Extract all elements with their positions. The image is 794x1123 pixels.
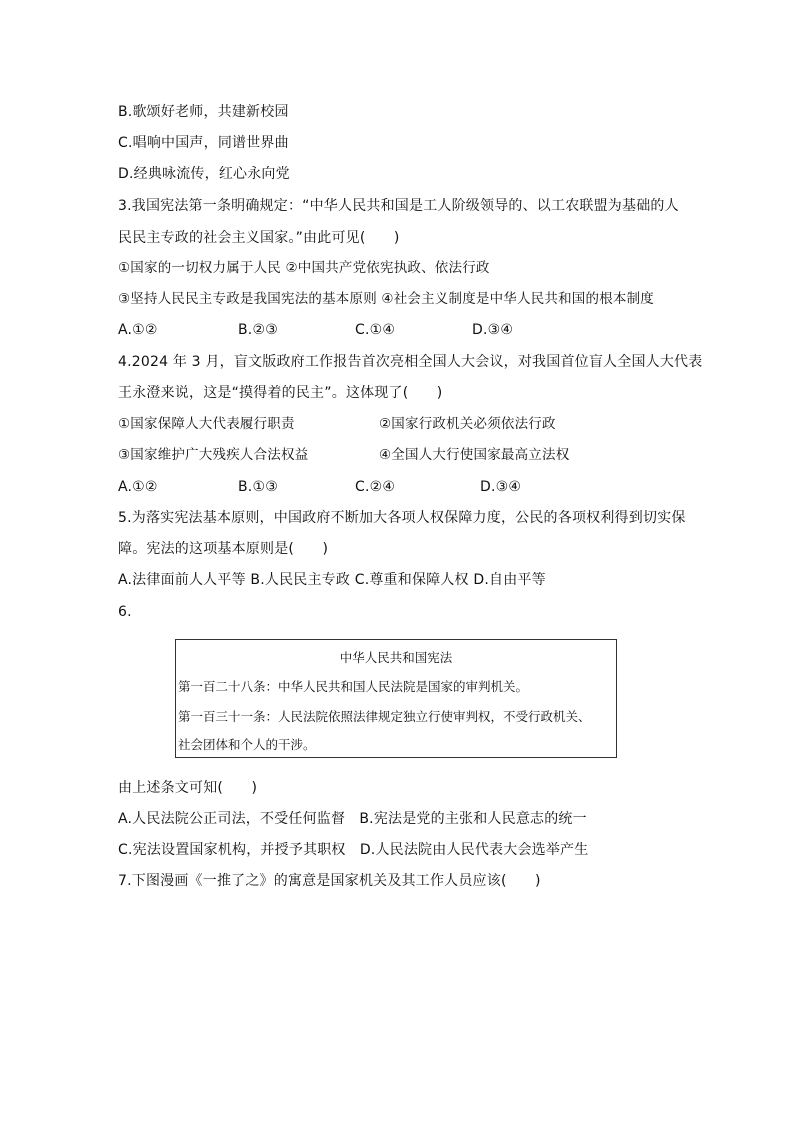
q4-statement-1: ①国家保障人大代表履行职责 [118,416,295,432]
q4-option-d: D.③④ [480,479,522,495]
q4-option-c: C.②④ [355,479,396,495]
q5-stem-line2: 障。宪法的这项基本原则是( ) [118,541,329,557]
q4-option-a: A.①② [118,479,158,495]
q3-option-c: C.①④ [355,322,396,338]
q3-statement-line1: ①国家的一切权力属于人民 ②中国共产党依宪执政、依法行政 [118,260,490,276]
q4-option-b: B.①③ [238,479,278,495]
q3-option-a: A.①② [118,322,158,338]
excerpt-article-131-line1: 第一百三十一条：人民法院依照法律规定独立行使审判权，不受行政机关、 [178,709,591,724]
q4-statements-row1 [118,414,678,434]
q4-statement-3: ③国家维护广大残疾人合法权益 [118,447,309,463]
q4-stem-line1: 4.2024 年 3 月，盲文版政府工作报告首次亮相全国人大会议，对我国首位盲人全国人大代表 [118,354,703,370]
q2-option-c: C.唱响中国声，同谱世界曲 [118,135,289,151]
excerpt-article-131-line2: 社会团体和个人的干涉。 [178,737,316,752]
q6-options-line2: C.宪法设置国家机构，并授予其职权 D.人民法院由人民代表大会选举产生 [118,842,589,858]
q3-stem-line2: 民民主专政的社会主义国家。”由此可见( ) [118,230,400,246]
q3-options [118,320,678,340]
q3-stem-line1: 3.我国宪法第一条明确规定：“中华人民共和国是工人阶级领导的、以工农联盟为基础的人 [118,198,679,214]
q4-stem-line2: 王永澄来说，这是“摸得着的民主”。这体现了( ) [118,385,443,401]
excerpt-article-128: 第一百二十八条：中华人民共和国人民法院是国家的审判机关。 [178,679,529,694]
q2-option-d: D.经典咏流传，红心永向党 [118,166,290,182]
q4-statement-2: ②国家行政机关必须依法行政 [379,416,556,432]
q3-option-b: B.②③ [238,322,278,338]
q5-stem-line1: 5.为落实宪法基本原则，中国政府不断加大各项人权保障力度，公民的各项权利得到切实保 [118,510,686,526]
q2-option-b: B.歌颂好老师，共建新校园 [118,104,289,120]
q6-number: 6. [118,604,132,620]
q6-stem: 由上述条文可知( ) [118,780,258,796]
q5-options: A.法律面前人人平等 B.人民民主专政 C.尊重和保障人权 D.自由平等 [118,572,546,588]
q4-statement-4: ④全国人大行使国家最高立法权 [379,447,570,463]
q4-statements-row2 [118,445,678,465]
excerpt-title: 中华人民共和国宪法 [339,650,453,665]
q7-stem: 7.下图漫画《一推了之》的寓意是国家机关及其工作人员应该( ) [118,873,541,889]
q4-options [118,477,678,497]
constitution-excerpt-box [175,639,617,758]
q3-option-d: D.③④ [472,322,514,338]
q3-statement-line2: ③坚持人民民主专政是我国宪法的基本原则 ④社会主义制度是中华人民共和国的根本制度 [118,291,654,307]
q6-options-line1: A.人民法院公正司法，不受任何监督 B.宪法是党的主张和人民意志的统一 [118,811,587,827]
